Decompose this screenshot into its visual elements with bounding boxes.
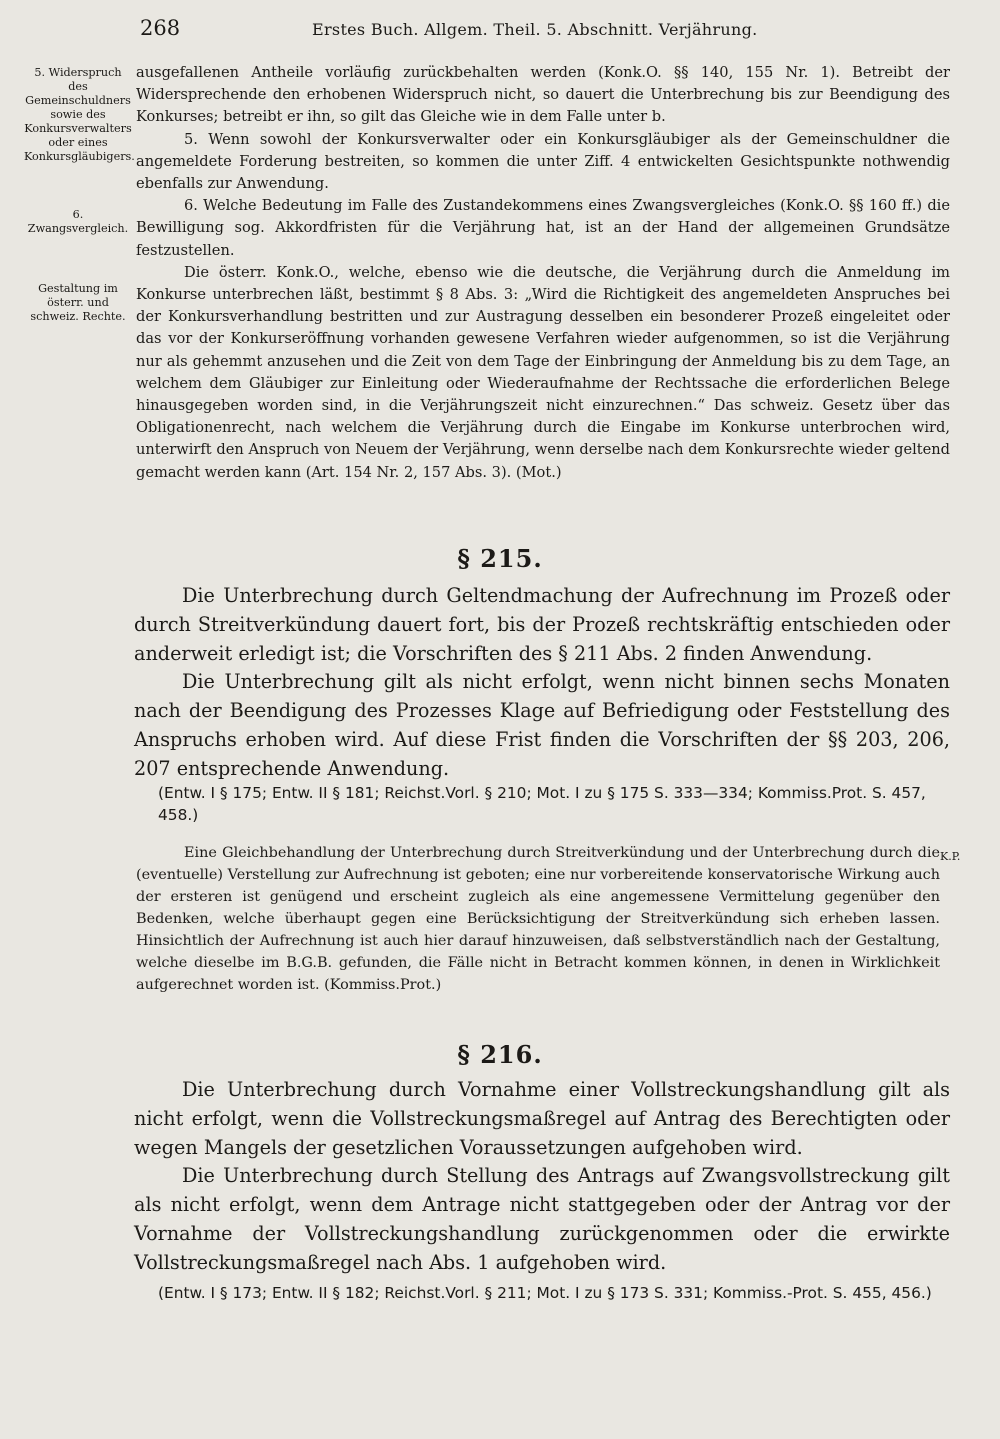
section-215-heading: § 215. bbox=[457, 544, 543, 573]
intro-paragraph-4: Die österr. Konk.O., welche, ebenso wie die deutsche, die Verjährung durch die Anmeldung im Konkurse unterbrechen läßt, bestimmt § 8 Abs. 3: „Wird die Richtigkeit des angemeldeten Anspruches bei der Konkursverhandlung bestritten und zur Austragung desselben ein besonderer Prozeß eingeleitet oder das vor der Konkurseröffnung vorhanden gewesene Verfahren wieder aufgenommen, so ist die Verjährung nur als gehemmt anzusehen und die Zeit von dem Tage der Einbringung der Anmeldung bis zu dem Tage, an welchem dem Gläubiger zur Einleitung oder Wiederaufnahme der Rechtssache die erforderlichen Belege hinausgegeben worden sind, in die Verjährungszeit nicht einzurechnen.“ Das schweiz. Gesetz über das Obligationenrecht, nach welchem die Verjährung durch die Eingabe im Konkurse unterbrochen wird, unterwirft den Anspruch von Neuem der Verjährung, wenn derselbe nach dem Konkursrechte wieder geltend gemacht werden kann (Art. 154 Nr. 2, 157 Abs. 3). (Mot.) bbox=[136, 263, 950, 481]
margin-note-widerspruch: 5. Widerspruch des Gemeinschuldners sowie des Konkursverwalters oder eines Konkursgläubigers. bbox=[24, 66, 135, 163]
margin-note-kp: K.P. bbox=[940, 850, 961, 863]
page-header bbox=[140, 10, 960, 44]
section-216-text bbox=[134, 1076, 950, 1278]
page-number: 268 bbox=[140, 16, 181, 40]
intro-paragraph-2: 5. Wenn sowohl der Konkursverwalter oder ein Konkursgläubiger als der Gemeinschuldner die angemeldete Forderung bestreiten, so kommen die unter Ziff. 4 entwickelten Gesichtspunkte nothwendig ebenfalls zur Anwendung. bbox=[136, 130, 950, 193]
intro-paragraph-1: ausgefallenen Antheile vorläufig zurückbehalten werden (Konk.O. §§ 140, 155 Nr. 1). Betreibt der Widersprechende den erhobenen Widerspruch nicht, so dauert die Unterbrechung bis zur Beendigung des Konkurses; betreibt er ihn, so gilt das Gleiche wie in dem Falle unter b. bbox=[136, 64, 950, 126]
section-215-commentary bbox=[136, 842, 940, 996]
section-215-text bbox=[134, 582, 950, 784]
section-215-paragraph-2: Die Unterbrechung gilt als nicht erfolgt, wenn nicht binnen sechs Monaten nach der Beendigung des Prozesses Klage auf Befriedigung oder Feststellung des Anspruchs erhoben wird. Auf diese Frist finden die Vorschriften der §§ 203, 206, 207 entsprechende Anwendung. bbox=[134, 670, 950, 780]
margin-note-austria-switzerland: Gestaltung im österr. und schweiz. Rechte. bbox=[30, 282, 126, 323]
section-216-paragraph-1: Die Unterbrechung durch Vornahme einer Vollstreckungshandlung gilt als nicht erfolgt, wenn die Vollstreckungsmaßregel auf Antrag des Berechtigten oder wegen Mangels der gesetzlichen Voraussetzungen aufgehoben wird. bbox=[134, 1078, 950, 1159]
intro-paragraph-3: 6. Welche Bedeutung im Falle des Zustandekommens eines Zwangsvergleiches (Konk.O. §§ 160 ff.) die Bewilligung sog. Akkordfristen für die Verjährung hat, ist an der Hand der allgemeinen Grundsätze festzustellen. bbox=[136, 197, 950, 259]
intro-text bbox=[136, 62, 950, 484]
section-216-paragraph-2: Die Unterbrechung durch Stellung des Antrags auf Zwangsvollstreckung gilt als nicht erfolgt, wenn dem Antrage nicht stattgegeben oder der Antrag vor der Vornahme der Vollstreckungshandlung zurückgenommen oder die erwirkte Vollstreckungsmaßregel nach Abs. 1 aufgehoben wird. bbox=[134, 1164, 950, 1274]
section-215-commentary-paragraph: Eine Gleichbehandlung der Unterbrechung durch Streitverkündung und der Unterbrechung durch die (eventuelle) Verstellung zur Aufrechnung ist geboten; eine nur vorbereitende konservatorische Wirkung auch der ersteren ist genügend und erscheint zugleich als eine angemessene Vermittelung gegenüber den Bedenken, welche überhaupt gegen eine Berücksichtigung der Streitverkündung sich erheben lassen. Hinsichtlich der Aufrechnung ist auch hier darauf hinzuweisen, daß selbstverständlich nach der Gestaltung, welche dieselbe im B.G.B. gefunden, die Fälle nicht in Betracht kommen können, in denen in Wirklichkeit aufgerechnet worden ist. (Kommiss.Prot.) bbox=[136, 845, 940, 993]
section-215-paragraph-1: Die Unterbrechung durch Geltendmachung der Aufrechnung im Prozeß oder durch Streitverkündung dauert fort, bis der Prozeß rechtskräftig entschieden oder anderweit erledigt ist; die Vorschriften des § 211 Abs. 2 finden Anwendung. bbox=[134, 584, 950, 665]
section-216-heading: § 216. bbox=[457, 1040, 543, 1069]
running-head: Erstes Buch. Allgem. Theil. 5. Abschnitt. Verjährung. bbox=[312, 20, 758, 39]
section-216-citation: (Entw. I § 173; Entw. II § 182; Reichst.Vorl. § 211; Mot. I zu § 173 S. 331; Kommiss.-Prot. S. 455, 456.) bbox=[158, 1284, 932, 1302]
margin-note-zwangsvergleich: 6. Zwangsvergleich. bbox=[27, 208, 129, 235]
section-215-citation: (Entw. I § 175; Entw. II § 181; Reichst.Vorl. § 210; Mot. I zu § 175 S. 333—334; Kommiss.Prot. S. 457, 458.) bbox=[158, 784, 926, 824]
